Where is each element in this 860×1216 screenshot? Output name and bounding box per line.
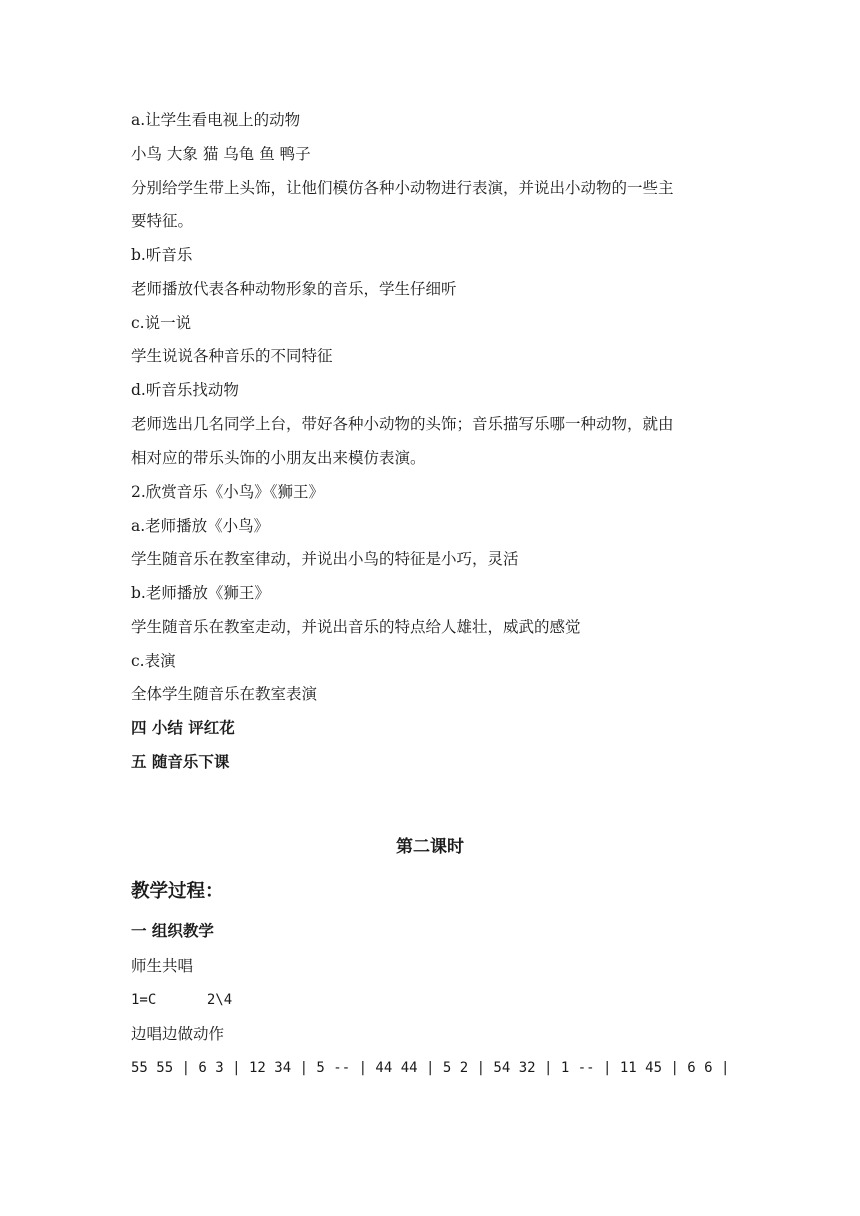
paragraph-teacher-plays: 老师播放代表各种动物形象的音乐，学生仔细听 [131, 280, 457, 298]
section-4-summary: 四 小结 评红花 [131, 719, 235, 737]
paragraph-bird-features: 学生随音乐在教室律动，并说出小鸟的特征是小巧，灵活 [131, 550, 519, 568]
paragraph-sing-and-act: 边唱边做动作 [131, 1025, 225, 1043]
step-b-play-lion: b.老师播放《狮王》 [131, 584, 270, 602]
animal-list: 小鸟 大象 猫 乌龟 鱼 鸭子 [131, 145, 311, 163]
section-2-appreciate: 2.欣赏音乐《小鸟》《狮王》 [131, 483, 325, 501]
paragraph-select-students-line1: 老师选出几名同学上台，带好各种小动物的头饰；音乐描写乐哪一种动物，就由 [131, 415, 674, 433]
process-title: 教学过程： [131, 881, 224, 902]
step-a-play-bird: a.老师播放《小鸟》 [131, 517, 270, 535]
step-b-listen: b.听音乐 [131, 246, 193, 264]
paragraph-headwear-line2: 要特征。 [131, 212, 194, 230]
paragraph-sing-together: 师生共唱 [131, 957, 194, 975]
music-notation-line: 55 55 | 6 3 | 12 34 | 5 -- | 44 44 | 5 2 | 54 32 | 1 -- | 11 45 | 6 6 | [131, 1060, 730, 1076]
paragraph-all-perform: 全体学生随音乐在教室表演 [131, 685, 318, 703]
lesson-title: 第二课时 [396, 837, 464, 857]
step-c-speak: c.说一说 [131, 314, 192, 332]
step-d-find-animal: d.听音乐找动物 [131, 381, 239, 399]
step-c-perform: c.表演 [131, 652, 176, 670]
paragraph-headwear-line1: 分别给学生带上头饰，让他们模仿各种小动物进行表演，并说出小动物的一些主 [131, 179, 674, 197]
paragraph-lion-features: 学生随音乐在教室走动，并说出音乐的特点给人雄壮，威武的感觉 [131, 618, 581, 636]
section-1-organize: 一 组织教学 [131, 922, 214, 940]
step-a-watch-tv: a.让学生看电视上的动物 [131, 111, 301, 129]
key-and-time-signature: 1=C 2\4 [131, 992, 233, 1008]
paragraph-students-describe: 学生说说各种音乐的不同特征 [131, 347, 333, 365]
paragraph-select-students-line2: 相对应的带乐头饰的小朋友出来模仿表演。 [131, 449, 426, 467]
section-5-dismiss: 五 随音乐下课 [131, 753, 230, 771]
